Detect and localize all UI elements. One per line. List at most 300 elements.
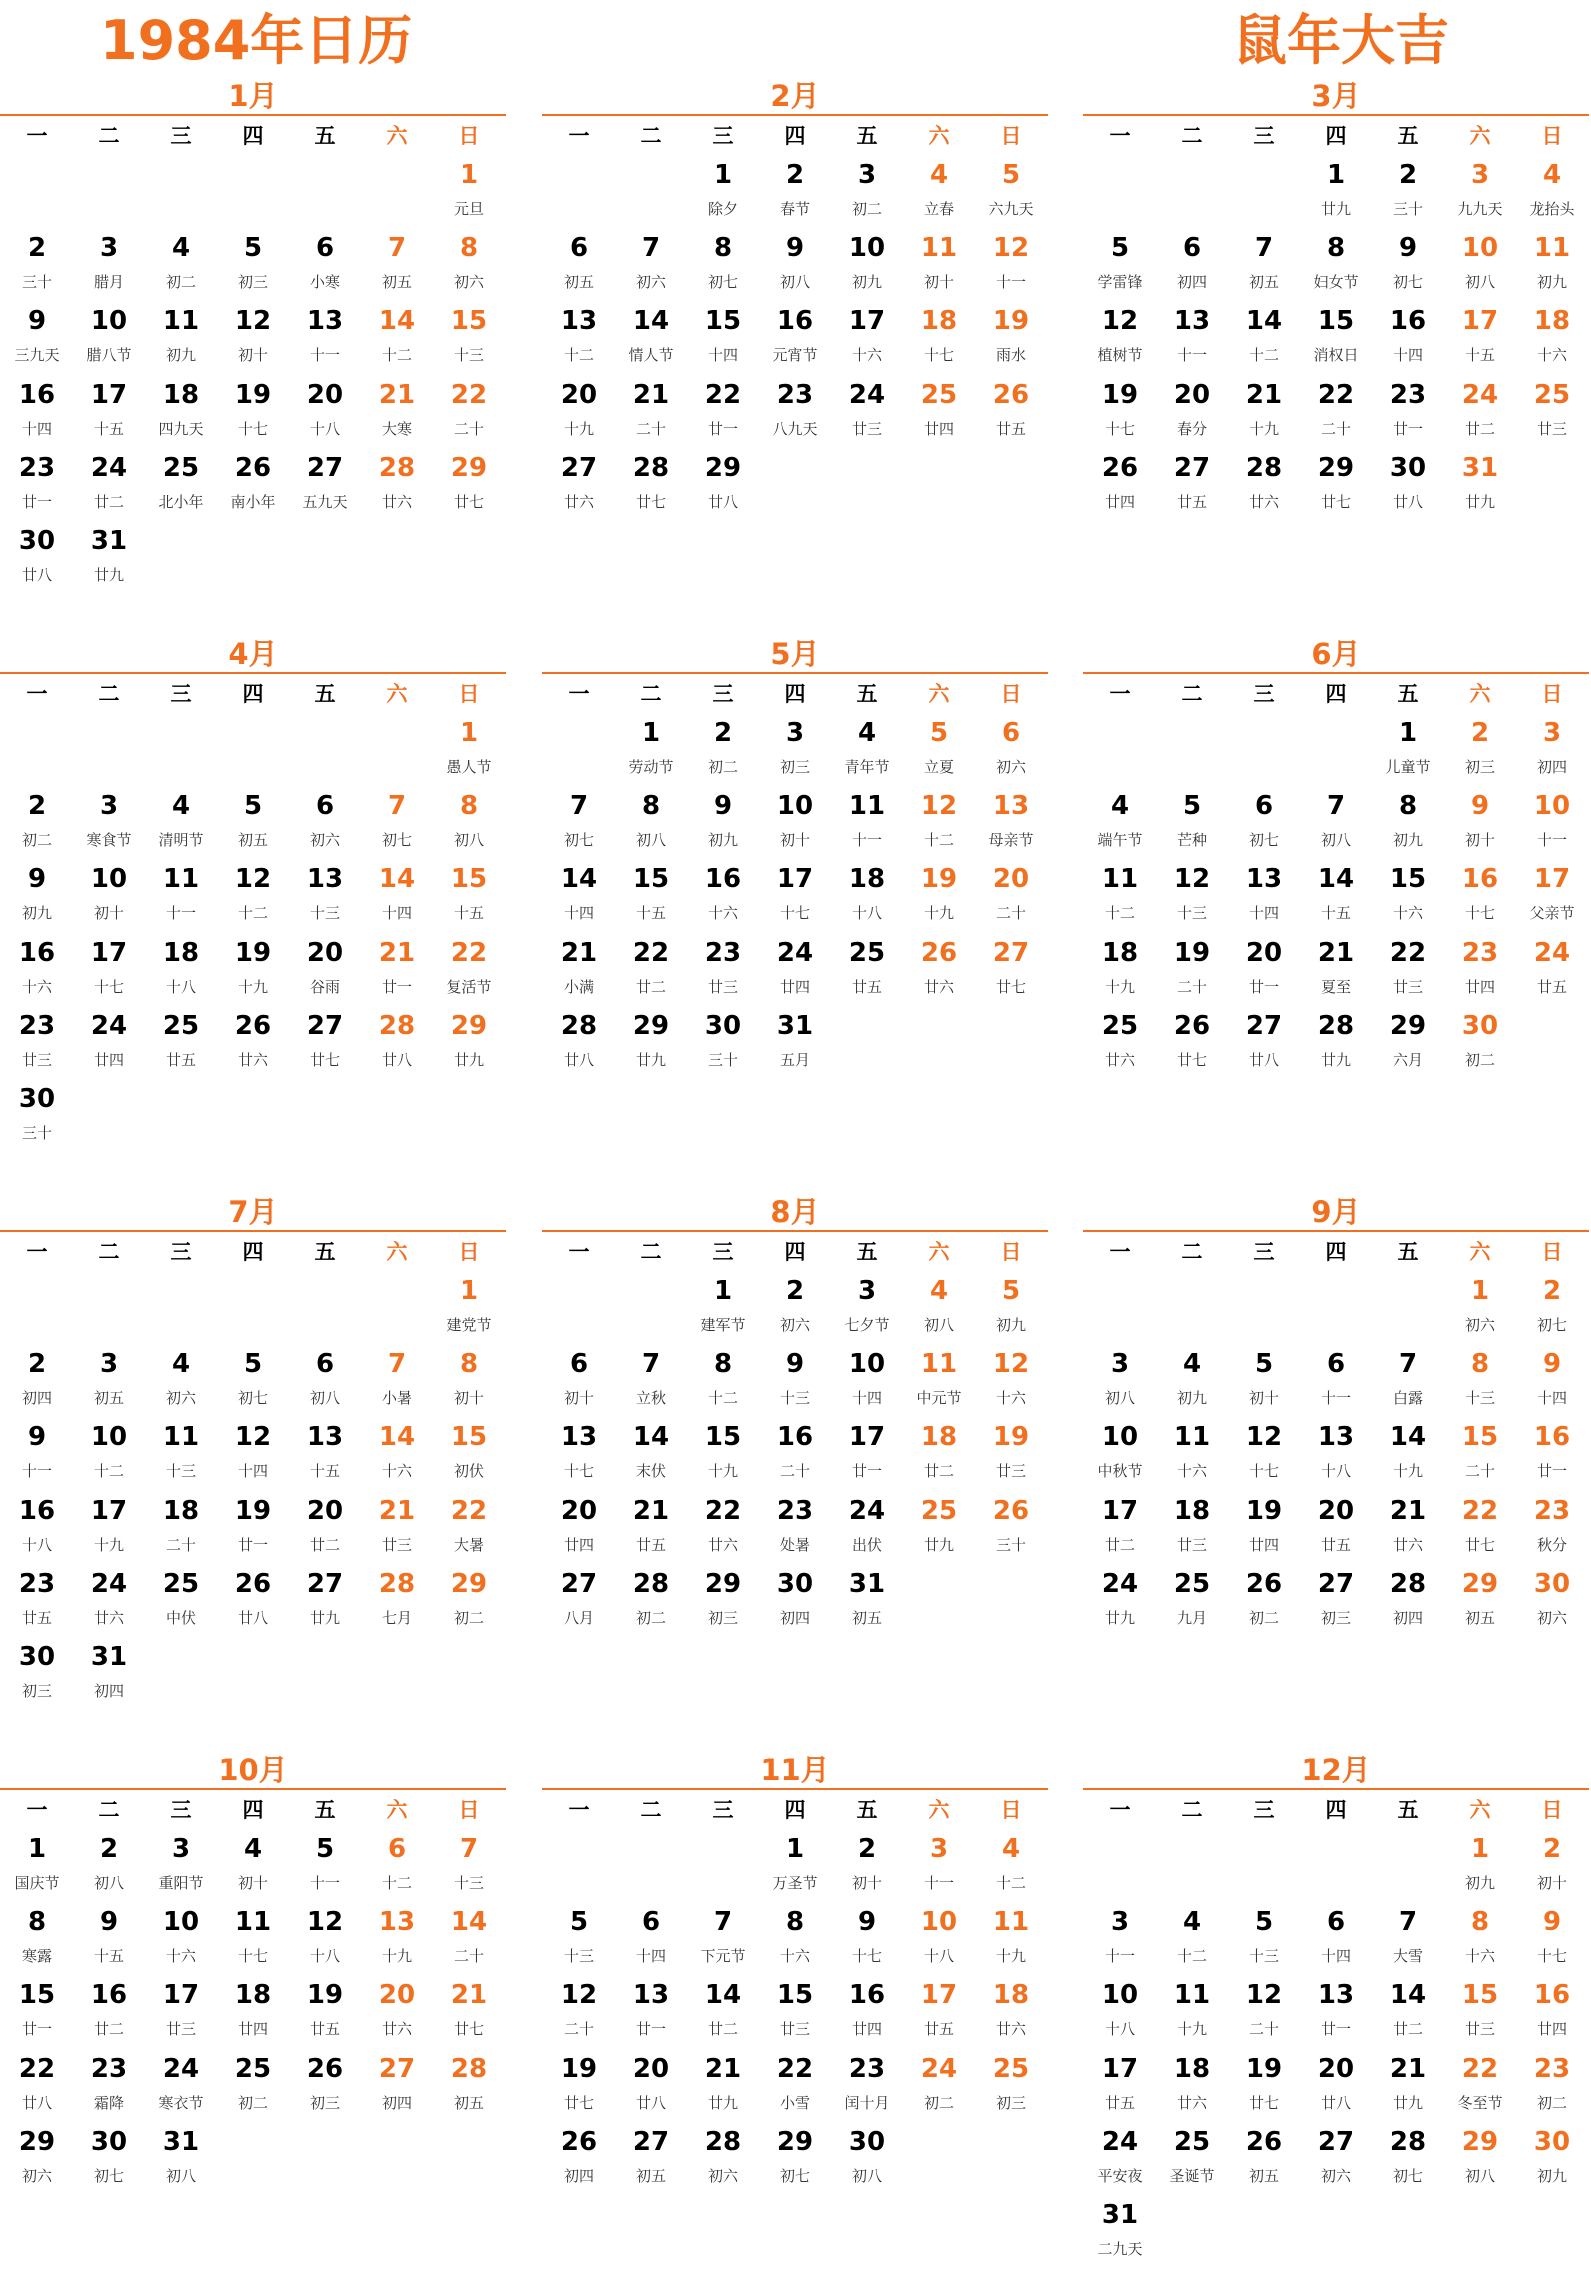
day-number: 9 [27, 864, 47, 895]
lunar-date: 廿六 [381, 2020, 412, 2039]
lunar-date: 十五 [635, 904, 666, 923]
month-title: 8月 [770, 1195, 820, 1229]
day-cell [903, 1418, 975, 1491]
day-cell [433, 1272, 505, 1345]
day-number: 12 [1245, 1422, 1283, 1453]
day-number: 26 [1101, 452, 1139, 483]
day-number: 8 [713, 1349, 733, 1380]
lunar-date: 初九 [995, 1316, 1026, 1334]
month-block [1083, 68, 1589, 608]
lunar-date: 初十 [1464, 831, 1495, 850]
lunar-date: 初八 [923, 1316, 954, 1334]
day-number: 1 [713, 1276, 733, 1306]
day-cell [831, 1830, 903, 1903]
month-title: 5月 [770, 637, 820, 671]
day-number: 27 [1317, 2126, 1355, 2157]
day-cell [1, 522, 73, 595]
lunar-date: 廿二 [93, 492, 124, 511]
lunar-date: 初八 [93, 1874, 124, 1892]
lunar-date: 十一 [309, 346, 340, 365]
weekday-label: 一 [1109, 1798, 1131, 1822]
weekday-label: 五 [314, 1240, 336, 1264]
weekday-label: 二 [1181, 1798, 1203, 1822]
lunar-date: 廿九 [1320, 200, 1351, 218]
weekday-label: 五 [314, 1798, 336, 1822]
day-number: 3 [857, 1276, 877, 1306]
lunar-date: 十六 [1392, 904, 1423, 923]
lunar-date: 儿童节 [1385, 758, 1431, 776]
day-cell [361, 376, 433, 449]
day-number: 12 [992, 1349, 1030, 1380]
day-cell [1444, 934, 1516, 1007]
day-number: 25 [162, 452, 200, 483]
day-cell [73, 229, 145, 302]
weekday-label: 六 [1469, 1240, 1491, 1264]
calendar-title: 1984年日历 [100, 9, 413, 72]
lunar-date: 十二 [923, 831, 954, 850]
lunar-date: 廿三 [1536, 419, 1567, 438]
day-cell [1444, 860, 1516, 933]
empty-cell [1156, 714, 1228, 787]
day-cell [543, 229, 615, 302]
weekday-label: 二 [640, 1798, 662, 1822]
day-number: 24 [848, 1495, 886, 1526]
day-grid [543, 1830, 1048, 2196]
day-cell [903, 1830, 975, 1903]
day-number: 24 [162, 2053, 200, 2084]
day-cell [1372, 934, 1444, 1007]
day-cell [361, 1418, 433, 1491]
lunar-date: 十一 [1320, 1389, 1351, 1408]
lunar-date: 处暑 [779, 1535, 810, 1554]
lunar-date: 廿一 [851, 1462, 882, 1481]
weekday-label: 四 [242, 1240, 264, 1264]
lunar-date: 十三 [563, 1947, 594, 1966]
lunar-date: 母亲节 [988, 831, 1034, 850]
day-number: 2 [1398, 160, 1418, 190]
lunar-date: 初四 [779, 1608, 810, 1627]
weekday-label: 日 [1541, 124, 1563, 148]
day-number: 28 [560, 1010, 598, 1041]
day-number: 28 [704, 2126, 742, 2157]
weekday-label: 五 [1397, 1240, 1419, 1264]
day-number: 14 [450, 1907, 488, 1938]
weekday-label: 六 [928, 682, 950, 706]
lunar-date: 廿六 [1104, 1050, 1135, 1069]
day-cell [975, 787, 1047, 860]
day-cell [543, 1418, 615, 1491]
day-cell [831, 1418, 903, 1491]
lunar-date: 二十 [453, 419, 484, 438]
day-number: 10 [162, 1907, 200, 1938]
lunar-date: 廿八 [21, 565, 52, 584]
day-cell [903, 229, 975, 302]
day-cell [1300, 1903, 1372, 1976]
weekday-label: 六 [386, 124, 408, 148]
weekday-label: 日 [1541, 682, 1563, 706]
lunar-date: 消权日 [1313, 346, 1359, 365]
weekday-label: 一 [1109, 124, 1131, 148]
day-number: 10 [920, 1907, 958, 1938]
lunar-date: 二九天 [1097, 2239, 1143, 2258]
day-cell [217, 1418, 289, 1491]
day-cell [433, 1345, 505, 1418]
day-cell [903, 376, 975, 449]
lunar-date: 十七 [923, 346, 954, 365]
empty-cell [73, 1272, 145, 1345]
lunar-date: 廿六 [381, 492, 412, 511]
day-number: 30 [848, 2126, 886, 2157]
empty-cell [1300, 1830, 1372, 1903]
day-cell [687, 1976, 759, 2049]
lunar-date: 十六 [779, 1947, 810, 1966]
day-number: 15 [450, 1422, 488, 1453]
day-number: 7 [641, 1349, 661, 1380]
day-number: 30 [1389, 452, 1427, 483]
lunar-date: 十七 [1104, 419, 1135, 438]
lunar-date: 初四 [1536, 758, 1567, 776]
lunar-date: 廿七 [1176, 1050, 1207, 1069]
lunar-date: 十一 [995, 273, 1026, 292]
lunar-date: 初六 [21, 2166, 52, 2185]
day-number: 5 [315, 1834, 335, 1864]
day-cell [1, 229, 73, 302]
weekday-label: 二 [640, 124, 662, 148]
day-number: 10 [90, 864, 128, 895]
lunar-date: 十九 [707, 1462, 738, 1481]
day-cell [1156, 449, 1228, 522]
day-cell [73, 2123, 145, 2196]
empty-cell [687, 1830, 759, 1903]
day-number: 25 [848, 937, 886, 968]
day-number: 3 [1542, 718, 1562, 748]
lunar-date: 十一 [1536, 831, 1567, 850]
lunar-date: 十六 [1464, 1947, 1495, 1966]
month-title: 9月 [1311, 1195, 1361, 1229]
day-number: 5 [1182, 791, 1202, 822]
weekday-label: 日 [1000, 124, 1022, 148]
empty-cell [1228, 1830, 1300, 1903]
month-block [0, 626, 506, 1166]
day-cell [1, 787, 73, 860]
day-cell [289, 2050, 361, 2123]
month-title: 12月 [1301, 1753, 1371, 1787]
empty-cell [1, 1272, 73, 1345]
day-number: 11 [1533, 233, 1571, 264]
empty-cell [73, 156, 145, 229]
lunar-date: 初八 [851, 2166, 882, 2185]
day-cell [1, 860, 73, 933]
day-number: 29 [704, 1568, 742, 1599]
lunar-date: 初五 [1248, 2166, 1279, 2185]
day-number: 20 [1173, 379, 1211, 410]
day-cell [975, 714, 1047, 787]
day-cell [1, 1565, 73, 1638]
day-number: 10 [1461, 233, 1499, 264]
day-number: 14 [378, 864, 416, 895]
day-cell [145, 1418, 217, 1491]
day-cell [1372, 1976, 1444, 2049]
day-number: 10 [90, 306, 128, 337]
lunar-date: 北小年 [158, 492, 204, 511]
day-cell [145, 1903, 217, 1976]
month-title: 4月 [228, 637, 278, 671]
day-number: 5 [1001, 160, 1021, 190]
lunar-date: 大雪 [1392, 1947, 1423, 1966]
day-number: 18 [920, 1422, 958, 1453]
day-number: 7 [713, 1907, 733, 1938]
lunar-date: 初六 [995, 758, 1026, 776]
day-cell [1, 302, 73, 375]
day-cell [903, 787, 975, 860]
day-cell [1516, 1418, 1588, 1491]
weekday-label: 日 [458, 682, 480, 706]
day-number: 15 [704, 306, 742, 337]
lunar-date: 初四 [381, 2093, 412, 2112]
day-number: 16 [704, 864, 742, 895]
day-number: 20 [1317, 2053, 1355, 2084]
day-cell [1300, 1565, 1372, 1638]
lunar-date: 龙抬头 [1529, 200, 1575, 218]
day-cell [1228, 1492, 1300, 1565]
empty-cell [1372, 1272, 1444, 1345]
day-number: 13 [378, 1907, 416, 1938]
lunar-date: 十二 [995, 1874, 1026, 1892]
day-number: 9 [1542, 1907, 1562, 1938]
day-number: 1 [713, 160, 733, 190]
day-number: 25 [920, 379, 958, 410]
day-cell [615, 229, 687, 302]
day-cell [831, 787, 903, 860]
day-number: 13 [306, 864, 344, 895]
day-number: 6 [641, 1907, 661, 1938]
day-number: 18 [920, 306, 958, 337]
day-number: 29 [1461, 1568, 1499, 1599]
day-number: 27 [992, 937, 1030, 968]
day-number: 18 [234, 1980, 272, 2011]
day-number: 23 [776, 379, 814, 410]
empty-cell [145, 156, 217, 229]
day-cell [615, 1007, 687, 1080]
empty-cell [1372, 1830, 1444, 1903]
day-number: 18 [162, 937, 200, 968]
day-cell [289, 1565, 361, 1638]
day-cell [1228, 1903, 1300, 1976]
lunar-date: 廿三 [851, 419, 882, 438]
day-number: 3 [1110, 1907, 1130, 1938]
day-number: 19 [992, 1422, 1030, 1453]
empty-cell [543, 1272, 615, 1345]
lunar-date: 初七 [1536, 1316, 1567, 1334]
day-cell [217, 1345, 289, 1418]
lunar-date: 廿九 [707, 2093, 738, 2112]
day-number: 1 [641, 718, 661, 748]
day-number: 11 [234, 1907, 272, 1938]
day-cell [1372, 714, 1444, 787]
lunar-date: 十八 [309, 419, 340, 438]
day-cell [543, 302, 615, 375]
day-cell [687, 156, 759, 229]
day-cell [1300, 302, 1372, 375]
lunar-date: 十四 [1320, 1947, 1351, 1966]
day-cell [759, 1418, 831, 1491]
day-cell [543, 449, 615, 522]
day-cell [1228, 2050, 1300, 2123]
day-cell [1372, 302, 1444, 375]
lunar-date: 十一 [21, 1462, 52, 1481]
weekday-header [1, 116, 506, 156]
lunar-date: 十六 [1176, 1462, 1207, 1481]
day-number: 12 [234, 306, 272, 337]
day-cell [759, 1272, 831, 1345]
lunar-date: 霜降 [93, 2093, 124, 2112]
day-cell [975, 229, 1047, 302]
lunar-date: 初四 [1392, 1608, 1423, 1627]
lunar-date: 初三 [707, 1608, 738, 1627]
day-cell [831, 1272, 903, 1345]
day-number: 1 [1470, 1276, 1490, 1306]
lunar-date: 廿七 [453, 492, 484, 511]
day-number: 11 [1173, 1980, 1211, 2011]
day-number: 13 [632, 1980, 670, 2011]
weekday-label: 一 [1109, 682, 1131, 706]
day-number: 20 [560, 1495, 598, 1526]
day-cell [687, 376, 759, 449]
empty-cell [289, 1272, 361, 1345]
day-number: 6 [1326, 1907, 1346, 1938]
day-cell [1228, 1976, 1300, 2049]
lunar-date: 十九 [1176, 2020, 1207, 2039]
day-cell [1300, 860, 1372, 933]
weekday-label: 三 [170, 1798, 192, 1822]
lunar-date: 廿一 [1536, 1462, 1567, 1481]
day-cell [1156, 229, 1228, 302]
day-number: 30 [776, 1568, 814, 1599]
lunar-date: 初二 [21, 831, 52, 850]
day-number: 1 [1470, 1834, 1490, 1864]
lunar-date: 廿五 [1104, 2093, 1135, 2112]
lunar-date: 十九 [237, 977, 268, 996]
day-number: 15 [450, 306, 488, 337]
lunar-date: 国庆节 [14, 1874, 60, 1892]
lunar-date: 十六 [851, 346, 882, 365]
lunar-date: 十二 [1104, 904, 1135, 923]
lunar-date: 十二 [381, 1874, 412, 1892]
lunar-date: 十四 [1536, 1389, 1567, 1408]
day-number: 5 [243, 1349, 263, 1380]
weekday-label: 日 [458, 124, 480, 148]
day-number: 9 [785, 1349, 805, 1380]
day-number: 26 [306, 2053, 344, 2084]
lunar-date: 十七 [237, 1947, 268, 1966]
day-number: 13 [992, 791, 1030, 822]
lunar-date: 十七 [93, 977, 124, 996]
day-number: 18 [1173, 2053, 1211, 2084]
lunar-date: 初五 [453, 2093, 484, 2112]
lunar-date: 初五 [381, 273, 412, 292]
day-cell [1516, 376, 1588, 449]
lunar-date: 初九 [851, 273, 882, 292]
day-number: 31 [848, 1568, 886, 1599]
day-number: 22 [704, 1495, 742, 1526]
lunar-date: 十七 [1536, 1947, 1567, 1966]
day-cell [759, 787, 831, 860]
lunar-date: 初五 [635, 2166, 666, 2185]
day-cell [1228, 1345, 1300, 1418]
day-cell [289, 1830, 361, 1903]
lunar-date: 五九天 [302, 492, 348, 511]
day-number: 11 [848, 791, 886, 822]
lunar-date: 廿一 [1248, 977, 1279, 996]
day-cell [975, 1345, 1047, 1418]
day-cell [1300, 934, 1372, 1007]
day-number: 19 [1101, 379, 1139, 410]
weekday-label: 三 [712, 1798, 734, 1822]
day-cell [759, 934, 831, 1007]
lunar-date: 初四 [21, 1389, 52, 1408]
lunar-date: 小满 [563, 977, 594, 996]
weekday-label: 四 [784, 682, 806, 706]
day-number: 2 [99, 1834, 119, 1864]
lunar-date: 十六 [21, 977, 52, 996]
day-number: 22 [18, 2053, 56, 2084]
day-cell [1084, 2123, 1156, 2196]
month-title: 2月 [770, 79, 820, 113]
day-number: 10 [848, 233, 886, 264]
day-number: 20 [1317, 1495, 1355, 1526]
lunar-date: 十四 [563, 904, 594, 923]
day-cell [1084, 1345, 1156, 1418]
lunar-date: 初二 [1248, 1608, 1279, 1627]
day-number: 11 [920, 233, 958, 264]
day-cell [73, 934, 145, 1007]
day-cell [361, 1007, 433, 1080]
day-number: 19 [560, 2053, 598, 2084]
lunar-date: 初八 [1464, 273, 1495, 292]
day-cell [1372, 787, 1444, 860]
day-cell [1, 934, 73, 1007]
day-number: 12 [560, 1980, 598, 2011]
lunar-date: 九月 [1176, 1608, 1207, 1627]
day-cell [1444, 1418, 1516, 1491]
day-cell [975, 2050, 1047, 2123]
day-number: 5 [1110, 233, 1130, 264]
day-cell [831, 1903, 903, 1976]
day-number: 5 [929, 718, 949, 748]
day-number: 16 [1389, 306, 1427, 337]
day-cell [1444, 787, 1516, 860]
day-number: 9 [857, 1907, 877, 1938]
day-number: 14 [704, 1980, 742, 2011]
day-number: 21 [1389, 2053, 1427, 2084]
lunar-date: 廿八 [1248, 1050, 1279, 1069]
lunar-date: 十一 [851, 831, 882, 850]
day-cell [289, 1903, 361, 1976]
day-number: 28 [378, 452, 416, 483]
lunar-date: 十五 [1464, 346, 1495, 365]
lunar-date: 八九天 [772, 419, 818, 438]
lunar-date: 十七 [237, 419, 268, 438]
lunar-date: 三十 [1392, 200, 1423, 218]
day-cell [687, 1272, 759, 1345]
weekday-label: 二 [98, 1240, 120, 1264]
day-cell [543, 787, 615, 860]
day-cell [831, 2123, 903, 2196]
weekday-label: 一 [26, 124, 48, 148]
lunar-date: 十八 [165, 977, 196, 996]
day-number: 4 [1182, 1349, 1202, 1380]
lunar-date: 立春 [923, 200, 954, 218]
